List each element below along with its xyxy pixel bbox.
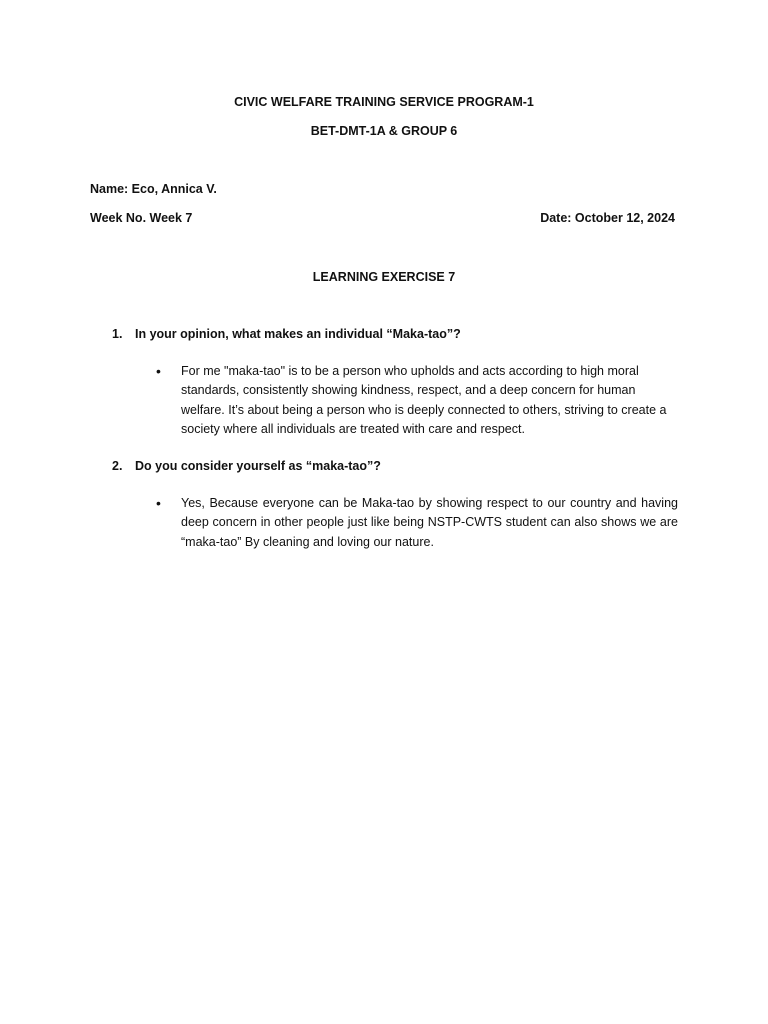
answer-1 (156, 362, 678, 439)
question-2 (112, 458, 692, 474)
bullet-icon: • (156, 363, 161, 379)
answer-text: Yes, Because everyone can be Maka-tao by showing respect to our country and having deep concern in other people just like being NSTP-CWTS student can also shows we are “maka-tao” By cleaning and loving our nature. (181, 496, 678, 549)
program-title: CIVIC WELFARE TRAINING SERVICE PROGRAM-1 (234, 95, 534, 109)
student-name: Name: Eco, Annica V. (90, 182, 217, 196)
bullet-icon: • (156, 495, 161, 511)
answer-text: For me "maka-tao" is to be a person who upholds and acts according to high moral standards, consistently showing kindness, respect, and a deep concern for human welfare. It’s about being a person who is deeply connected to others, striving to create a society where all individuals are treated with care and respect. (181, 364, 667, 436)
question-text: Do you consider yourself as “maka-tao”? (135, 459, 381, 473)
question-number: 2. (112, 459, 123, 473)
week-number: Week No. Week 7 (90, 211, 193, 225)
question-text: In your opinion, what makes an individual “Maka-tao”? (135, 327, 461, 341)
exercise-title: LEARNING EXERCISE 7 (312, 270, 456, 284)
question-number: 1. (112, 327, 123, 341)
section-title: BET-DMT-1A & GROUP 6 (310, 124, 458, 138)
question-1 (112, 326, 692, 342)
date: Date: October 12, 2024 (540, 211, 675, 225)
answer-2 (156, 494, 678, 552)
